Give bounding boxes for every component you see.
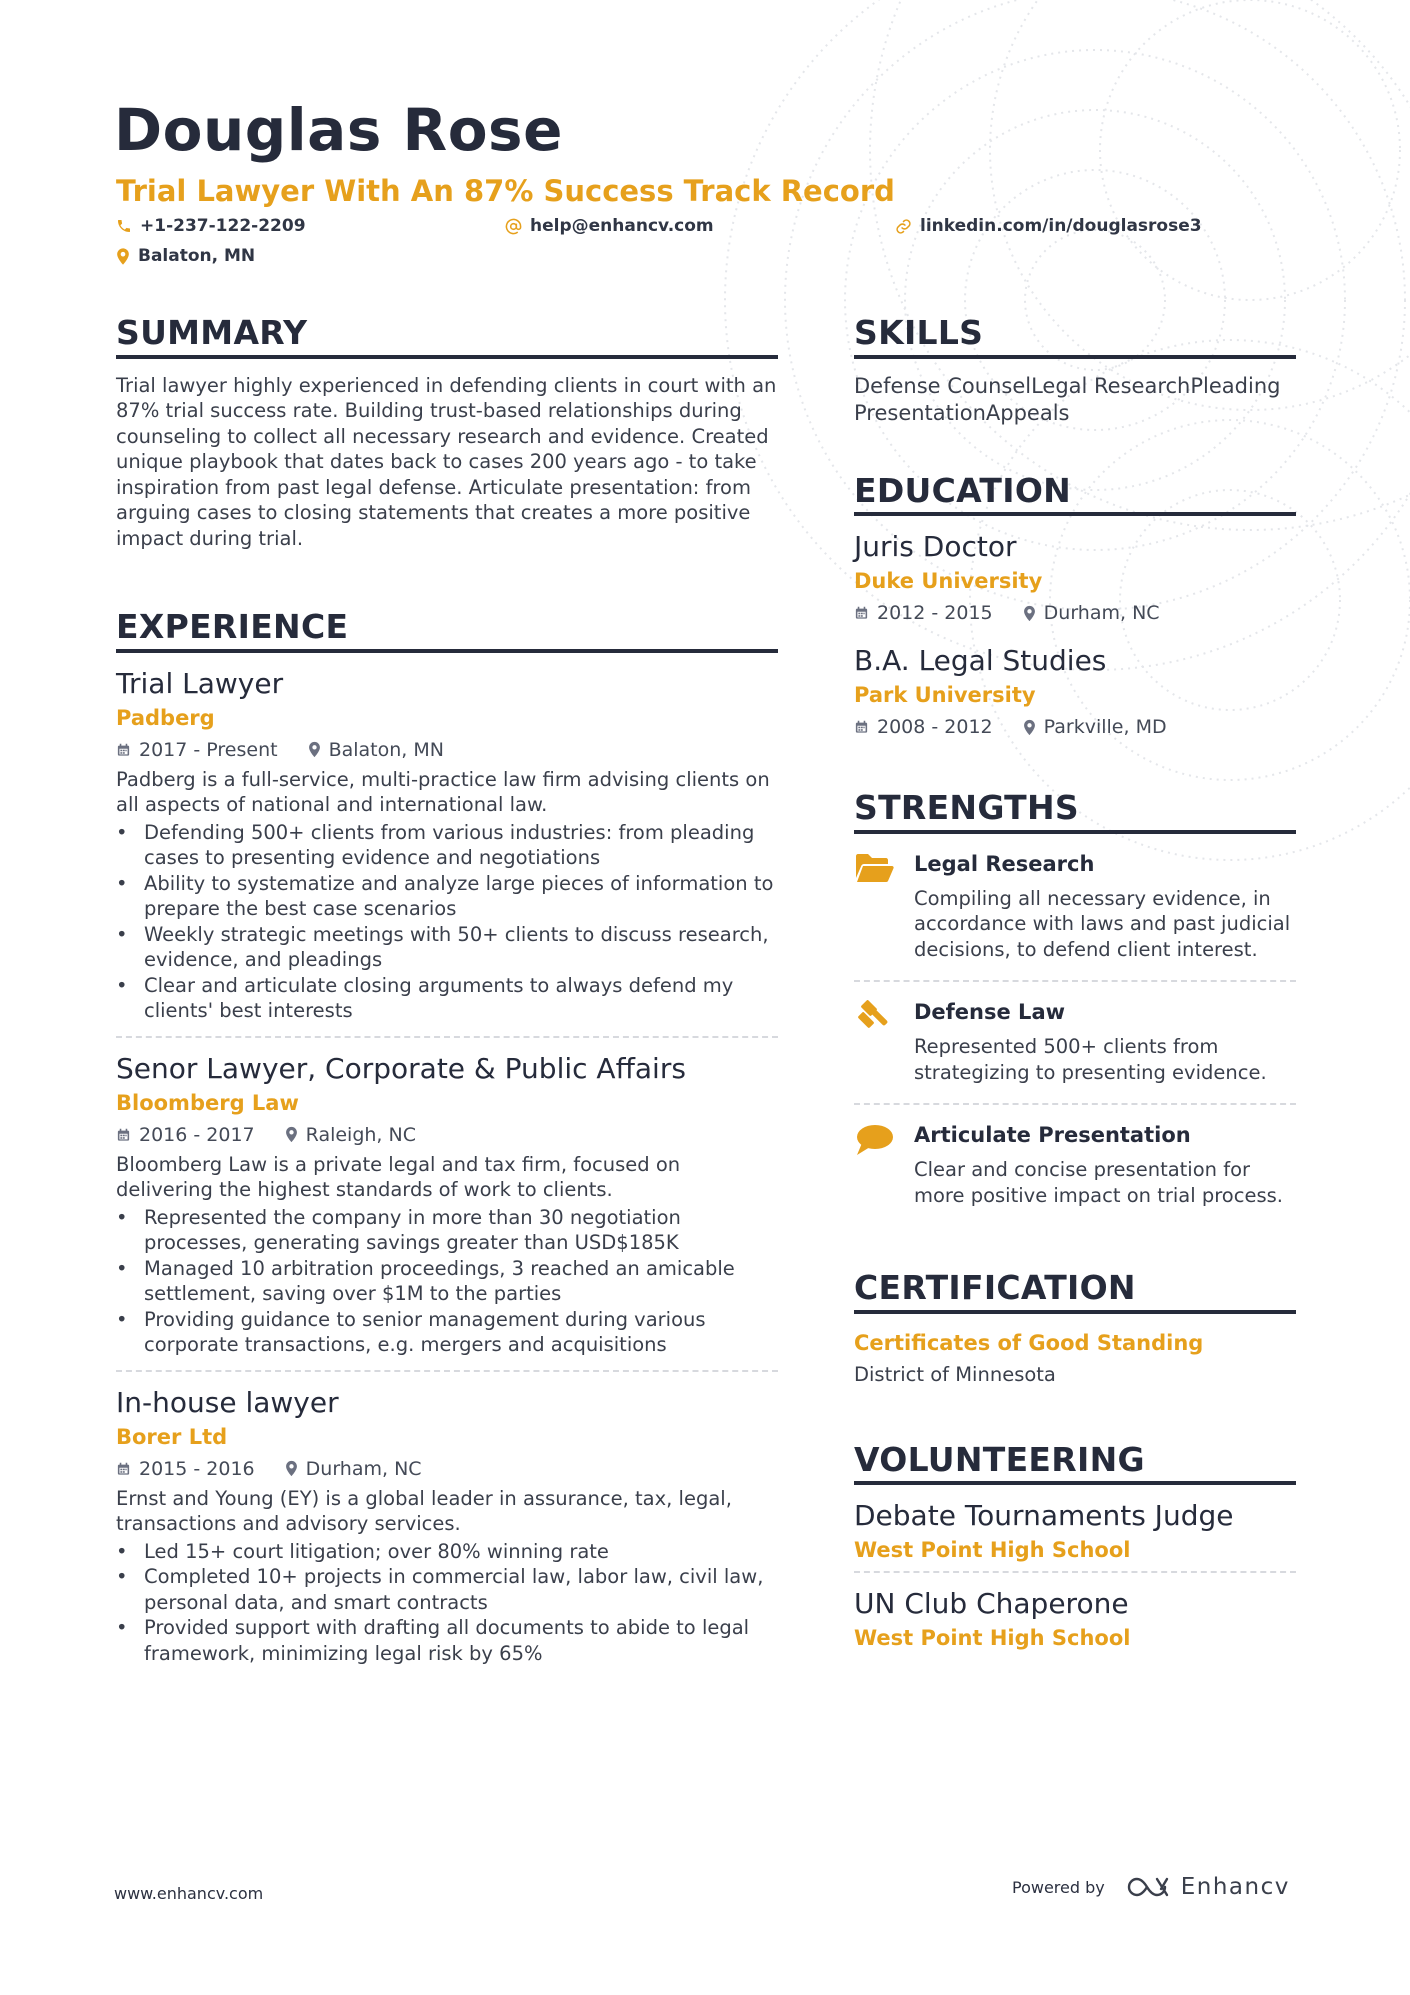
job-dates: 2015 - 2016 (139, 1457, 255, 1480)
strength-description: Represented 500+ clients from strategizing to presenting evidence. (914, 1035, 1267, 1084)
link-icon (895, 218, 912, 235)
job-description: Ernst and Young (EY) is a global leader in assurance, tax, legal, transactions and advisory services. (116, 1486, 732, 1536)
calendar-icon (116, 1127, 131, 1143)
volunteering-title: VOLUNTEERING (854, 1440, 1296, 1486)
education-dates: 2012 - 2015 (877, 602, 993, 625)
map-pin-icon (285, 1460, 298, 1477)
job-title: Senor Lawyer, Corporate & Public Affairs (116, 1051, 686, 1085)
left-column (116, 313, 778, 1678)
right-column (854, 313, 1296, 1659)
education-school: Park University (854, 683, 1036, 708)
contact-email[interactable] (505, 216, 714, 236)
education-location: Durham, NC (1043, 602, 1160, 625)
skills-section (854, 313, 1296, 427)
education-entry (854, 630, 1296, 744)
strength-item (854, 982, 1296, 1105)
certification-name: Certificates of Good Standing (854, 1330, 1204, 1355)
summary-text: Trial lawyer highly experienced in defending clients in court with an 87% trial success rate. Building trust-based relationships during counseling to collect all necessary research and evidence. Created unique playbook that dates back to cases 200 years ago - to take inspiration from past legal defense. Articulate presentation: from arguing cases to closing statements that creates a more positive impact during trial. (116, 373, 777, 550)
at-sign-icon (505, 218, 522, 235)
linkedin-text: linkedin.com/in/douglasrose3 (920, 216, 1202, 236)
volunteering-entry (854, 1573, 1296, 1659)
education-school: Duke University (854, 569, 1043, 594)
strengths-section (854, 788, 1296, 1226)
job-bullets (116, 1539, 778, 1667)
certification-section (854, 1268, 1296, 1388)
strength-item (854, 1105, 1296, 1226)
contact-phone[interactable] (116, 216, 306, 236)
job-bullet: • Weekly strategic meetings with 50+ clients to discuss research, evidence, and pleadings (116, 922, 778, 973)
job-meta (116, 1456, 778, 1482)
job-meta (116, 737, 778, 763)
strength-item (854, 834, 1296, 983)
calendar-icon (116, 742, 131, 758)
strengths-title: STRENGTHS (854, 788, 1296, 834)
education-meta (854, 714, 1296, 740)
job-dates: 2017 - Present (139, 738, 278, 761)
calendar-icon (854, 719, 869, 735)
job-bullet: • Ability to systematize and analyze large pieces of information to prepare the best case scenarios (116, 871, 778, 922)
job-dates: 2016 - 2017 (139, 1123, 255, 1146)
map-pin-icon (308, 741, 321, 758)
job-title: Trial Lawyer (116, 666, 284, 700)
certification-issuer: District of Minnesota (854, 1362, 1056, 1386)
contact-linkedin[interactable] (895, 216, 1202, 236)
calendar-icon (854, 605, 869, 621)
job-description: Bloomberg Law is a private legal and tax firm, focused on delivering the highest standards of work to clients. (116, 1152, 681, 1202)
job-bullet: • Led 15+ court litigation; over 80% winning rate (116, 1539, 778, 1565)
certification-title: CERTIFICATION (854, 1268, 1296, 1314)
job-bullets (116, 1205, 778, 1358)
skills-list (854, 373, 1296, 427)
volunteering-role: Debate Tournaments Judge (854, 1499, 1234, 1533)
job-company: Borer Ltd (116, 1424, 228, 1449)
skills-title: SKILLS (854, 313, 1296, 359)
education-degree: Juris Doctor (854, 530, 1017, 564)
job-bullet: • Clear and articulate closing arguments to always defend my clients' best interests (116, 973, 778, 1024)
strength-description: Compiling all necessary evidence, in accordance with laws and past judicial decisions, to defend client interest. (914, 886, 1291, 961)
job-location: Raleigh, NC (305, 1123, 416, 1146)
strength-title: Legal Research (914, 851, 1095, 876)
job-bullet: • Managed 10 arbitration proceedings, 3 reached an amicable settlement, saving over $1M to the parties (116, 1256, 778, 1307)
job-title: In-house lawyer (116, 1385, 339, 1419)
contact-location (116, 246, 255, 266)
job-bullet: • Completed 10+ projects in commercial law, labor law, civil law, personal data, and smart contracts (116, 1564, 778, 1615)
experience-title: EXPERIENCE (116, 607, 778, 653)
job-company: Padberg (116, 705, 215, 730)
job-bullet: • Providing guidance to senior management during various corporate transactions, e.g. mergers and acquisitions (116, 1307, 778, 1358)
skill-item: Legal Research (1031, 373, 1191, 398)
volunteering-role: UN Club Chaperone (854, 1587, 1129, 1621)
location-text: Balaton, MN (138, 246, 256, 266)
education-entry (854, 516, 1296, 630)
phone-text: +1-237-122-2209 (140, 216, 306, 236)
education-title: EDUCATION (854, 471, 1296, 517)
map-pin-icon (1023, 605, 1036, 622)
education-meta (854, 600, 1296, 626)
enhancv-brand-text: Enhancv (1180, 1874, 1290, 1900)
job-bullets (116, 820, 778, 1024)
footer-branding[interactable] (1012, 1874, 1290, 1900)
enhancv-logo-icon (1127, 1874, 1173, 1900)
candidate-tagline: Trial Lawyer With An 87% Success Track Record (116, 174, 895, 208)
folder-open-icon (854, 852, 894, 884)
calendar-icon (116, 1461, 131, 1477)
strength-title: Defense Law (914, 1000, 1066, 1025)
enhancv-logo (1127, 1874, 1290, 1900)
job-bullet: • Defending 500+ clients from various industries: from pleading cases to presenting evidence and negotiations (116, 820, 778, 871)
skill-item: Defense Counsel (854, 373, 1032, 398)
volunteering-section (854, 1440, 1296, 1660)
job-bullet: • Provided support with drafting all documents to abide to legal framework, minimizing legal risk by 65% (116, 1615, 778, 1666)
volunteering-entry (854, 1485, 1296, 1573)
map-pin-icon (1023, 719, 1036, 736)
summary-title: SUMMARY (116, 313, 778, 359)
map-pin-icon (116, 248, 130, 265)
footer-website[interactable]: www.enhancv.com (114, 1884, 264, 1903)
speech-bubble-icon (854, 1123, 894, 1157)
experience-section (116, 607, 778, 1678)
job-meta (116, 1122, 778, 1148)
job-entry (116, 1038, 778, 1372)
education-location: Parkville, MD (1043, 716, 1167, 739)
job-description: Padberg is a full-service, multi-practice law firm advising clients on all aspects of national and international law. (116, 767, 770, 817)
phone-icon (116, 218, 132, 234)
education-dates: 2008 - 2012 (877, 716, 993, 739)
job-entry (116, 653, 778, 1038)
skill-item: Pleading Presentation (854, 373, 1281, 425)
job-bullet: • Represented the company in more than 30 negotiation processes, generating savings greater than USD$185K (116, 1205, 778, 1256)
email-text: help@enhancv.com (530, 216, 714, 236)
skill-item: Appeals (985, 400, 1070, 425)
gavel-icon (854, 1000, 892, 1038)
candidate-name: Douglas Rose (114, 96, 563, 164)
strength-description: Clear and concise presentation for more positive impact on trial process. (914, 1158, 1283, 1207)
map-pin-icon (285, 1126, 298, 1143)
summary-section (116, 313, 778, 551)
powered-by-label: Powered by (1012, 1877, 1105, 1897)
volunteering-org: West Point High School (854, 1626, 1131, 1651)
job-location: Durham, NC (305, 1457, 422, 1480)
strength-title: Articulate Presentation (914, 1123, 1191, 1148)
job-company: Bloomberg Law (116, 1090, 299, 1115)
education-section (854, 471, 1296, 745)
education-degree: B.A. Legal Studies (854, 644, 1107, 678)
job-location: Balaton, MN (328, 738, 444, 761)
volunteering-org: West Point High School (854, 1538, 1131, 1563)
job-entry (116, 1372, 778, 1679)
